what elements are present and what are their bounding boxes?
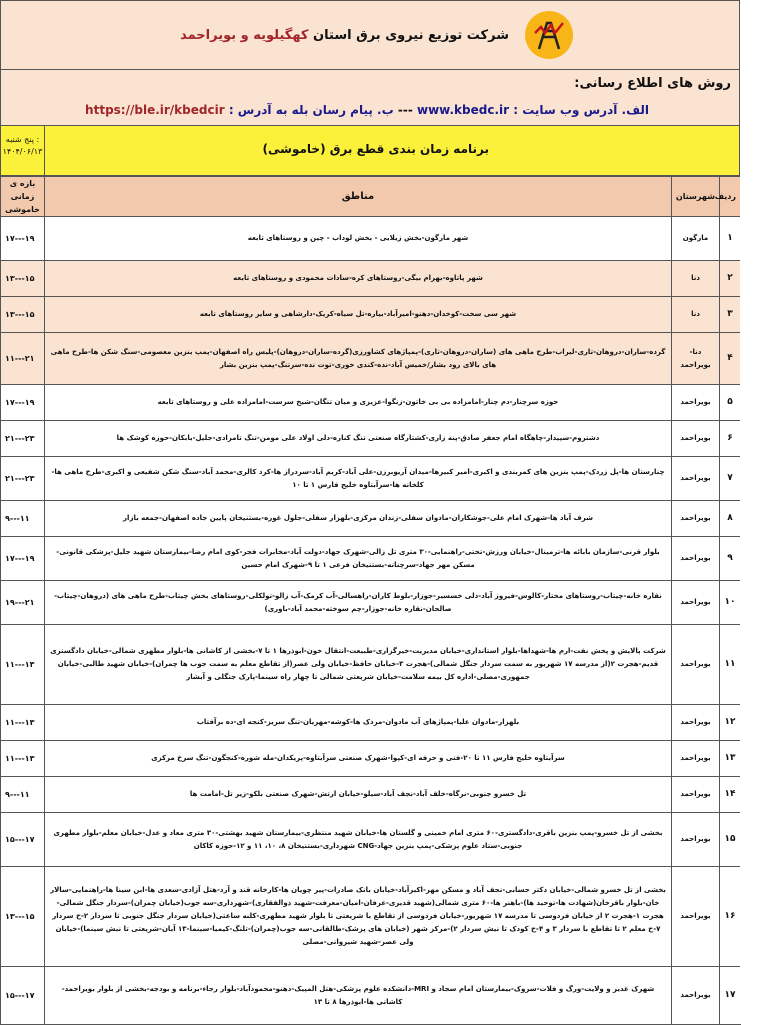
table-row — [1, 967, 741, 1025]
table-row — [1, 457, 741, 501]
table-row — [1, 421, 741, 457]
row-city: بویراحمد — [672, 813, 720, 867]
row-areas: شرکت پالایش و پخش نفت-ارم ها-شهداها-بلوار استانداری-خیابان مدیریت-خیرگزاری-طبیعت-انتقال خون-ابوذرها ۱ تا ۷-بخشی از کاشانی ها-بلوار مطهری شمالی-خیابان دادگستری قدیم-هجرت ۲(از مدرسه ۱۷ شهریور به سمت سردار جنگل شمالی)-هجرت ۳-خیابان حافظ-خیابان ولی عصر(از تقاطع معلم به سمت جوب ها چمران)-خیابان شهید طالبی-خیابان جمهوری-مصلی-اداره کل بیمه سلامت-خیابان شریعتی شمالی تا چهار راه سینما-پارک جنگلی و آبشار — [45, 625, 672, 705]
row-time: ۹---۱۱ — [1, 777, 45, 813]
website-label: الف. آدرس وب سایت : — [513, 103, 649, 117]
row-time: ۹---۱۱ — [1, 501, 45, 537]
row-index: ۸ — [720, 501, 741, 537]
row-areas: بلوار قرنی-سازمان بابائه ها-ترمینال-خیابان ورزش-تختی-راهنمایی-۳۰ متری تل زالی-شهرک جهاد-دولت آباد-مخابرات فجر-کوی امام رضا-بیمارستان شهید جلیل-پزشکی قانونی-مسکن مهر جهاد-سرچنانه-بستنیخان فرعی ۱ تا ۹-شهرک امام حسین — [45, 537, 672, 581]
table-header-row — [1, 177, 741, 217]
separator: --- — [397, 103, 413, 117]
row-city: بویراحمد — [672, 537, 720, 581]
row-areas: شهر سی سخت-کوخدان-دهنو-امیرآباد-بیاره-تل سیاه-کریک-دارشاهی و سایر روستاهای تابعه — [45, 297, 672, 333]
row-time: ۲۱---۲۳ — [1, 421, 45, 457]
table-row — [1, 501, 741, 537]
row-areas: شرف آباد ها-شهرک امام علی-جوشکاران-مادوان سفلی-زندان مرکزی-بلهزار سفلی-جلول غوره-بستنیخان پایین جاده اصفهان-جمعه بازار — [45, 501, 672, 537]
row-areas: شهرک غدیر و ولایت-ورگ و فلات-سروک-بیمارستان امام سجاد و MRI-دانشکده علوم پزشکی-هتل المپیک-دهنو-محمودآباد-بلوار رجاء-برنامه و بودجه-بخشی از بلوار بویراحمد-کاشانی ها-ابوذرها ۸ تا ۱۳ — [45, 967, 672, 1025]
schedule-table — [0, 176, 741, 1025]
table-row — [1, 813, 741, 867]
date-value: ۱۴۰۴/۰۶/۱۳ — [2, 147, 43, 156]
row-areas: سرآبتاوه خلیج فارس ۱۱ تا ۲۰-فنی و حرفه ای-کپوا-شهرک صنعتی سرآبتاوه-پریکدان-مله شوره-کنجگون-تنگ سرخ مرکزی — [45, 741, 672, 777]
table-row — [1, 297, 741, 333]
row-areas: شهر مارگون-بخش زیلایی - بخش لوداب - چین و روستاهای تابعه — [45, 217, 672, 261]
row-city: بویراحمد — [672, 385, 720, 421]
row-city: بویراحمد — [672, 705, 720, 741]
row-time: ۱۱---۲۱ — [1, 333, 45, 385]
row-time: ۱۱---۱۳ — [1, 741, 45, 777]
table-row — [1, 537, 741, 581]
company-title — [180, 28, 509, 43]
row-areas: گرده-ساران-دروهان-تاری-لیراب-طرح ماهی های (ساران-دروهان-تاری)-پمپاژهای کشاورزی(گرده-ساران-دروهان)-پلیس راه اصفهان-پمپ بنزین معصومی-سنگ شکن ها-طرح ماهی های بالای رود بشار/خمیس آباد-نده-کندی خوری-توت نده-سرتنگ-پمپ بنزین بشار — [45, 333, 672, 385]
table-row — [1, 867, 741, 967]
row-index: ۱۷ — [720, 967, 741, 1025]
table-row — [1, 333, 741, 385]
row-index: ۱۴ — [720, 777, 741, 813]
row-time: ۱۵---۱۷ — [1, 813, 45, 867]
table-row — [1, 261, 741, 297]
row-areas: بخشی از تل خسرو-پمپ بنزین باقری-دادگستری-۶۰ متری امام خمینی و گلستان ها-خیابان شهید منتظری-بیمارستان شهید بهشتی-۳۰ متری معاد و عدل-خیابان معلم-بلوار مطهری جنوبی-ستاد علوم پزشکی-پمپ بنزین جهاد-CNG شهرداری-بستنیخان ۸، ۱۰، ۱۱ و ۱۲-حوزه کاکان — [45, 813, 672, 867]
row-areas: حوزه سرچنار-دم چنار-امامزاده بی بی خاتون-زنگوا-عزیزی و میان تنگان-شیخ سرست-امامزاده علی و روستاهای تابعه — [45, 385, 672, 421]
row-time: ۱۳---۱۵ — [1, 261, 45, 297]
schedule-date — [1, 126, 45, 175]
row-city: بویراحمد — [672, 867, 720, 967]
row-index: ۱۱ — [720, 625, 741, 705]
company-name: شرکت توزیع نیروی برق استان — [313, 28, 509, 43]
row-index: ۷ — [720, 457, 741, 501]
row-city: دنا-بویراحمد — [672, 333, 720, 385]
header-areas: مناطق — [45, 177, 672, 217]
row-areas: شهر پاتاوه-بهرام بیگی-روستاهای کره-سادات محمودی و روستاهای تابعه — [45, 261, 672, 297]
row-index: ۱۵ — [720, 813, 741, 867]
table-row — [1, 705, 741, 741]
company-logo — [525, 11, 573, 59]
row-time: ۲۱---۲۳ — [1, 457, 45, 501]
methods-line — [85, 103, 649, 117]
bale-label: ب. پیام رسان بله به آدرس : — [228, 103, 394, 117]
row-time: ۱۵---۱۷ — [1, 967, 45, 1025]
province-name: کهگیلویه و بویراحمد — [180, 28, 309, 43]
row-areas: بلهزار-مادوان علیا-پمپاژهای آب مادوان-مردک ها-کوشه-مهریان-تنگ سریز-کنجه ای-ده برآفتاب — [45, 705, 672, 741]
row-index: ۱۰ — [720, 581, 741, 625]
row-time: ۱۱---۱۳ — [1, 625, 45, 705]
company-banner — [0, 0, 740, 70]
row-areas: تل خسرو جنوبی-نرگاه-خلف آباد-نجف آباد-سیلو-خیابان ارتش-شهرک صنعتی بلکو-زیر تل-امامت ها — [45, 777, 672, 813]
lightning-tower-icon — [525, 11, 573, 59]
row-index: ۱۳ — [720, 741, 741, 777]
bale-link[interactable]: https://ble.ir/kbedcir — [85, 103, 225, 117]
header-city: شهرستان — [672, 177, 720, 217]
methods-heading: روش های اطلاع رسانی: — [574, 76, 731, 91]
row-time: ۱۷---۱۹ — [1, 217, 45, 261]
right-margin — [740, 0, 759, 1024]
schedule-title: برنامه زمان بندی قطع برق (خاموشی) — [262, 142, 489, 156]
row-index: ۱ — [720, 217, 741, 261]
row-index: ۱۶ — [720, 867, 741, 967]
row-areas: دشتروم-سپیدار-چاهگاه امام جعفر صادق-پنه زاری-کشتارگاه صنعتی تنگ کناره-دلی اولاد علی مومن-تنگ تامرادی-جلیل-بابکان-حوزه کوشک ها — [45, 421, 672, 457]
table-row — [1, 625, 741, 705]
row-time: ۱۷---۱۹ — [1, 385, 45, 421]
table-row — [1, 385, 741, 421]
row-time: ۱۷---۱۹ — [1, 537, 45, 581]
row-time: ۱۳---۱۵ — [1, 297, 45, 333]
row-city: دنا — [672, 261, 720, 297]
row-areas: نقاره خانه-چیتاب-روستاهای مختار-کالوس-فیروز آباد-دلی خسسیر-جوزار-بلوط کاران-راهسالی-آب کرمک-آب زالو-تولکلی-روستاهای بخش چیتاب-طرح ماهی های (دروهان-چیتاب-صالحان-نقاره خانه-جوزار-چم سوخته-محمد آباد-باوری) — [45, 581, 672, 625]
row-city: بویراحمد — [672, 581, 720, 625]
date-day: پنج شنبه : — [5, 135, 40, 144]
header-time: بازه ی زمانی خاموشی — [1, 177, 45, 217]
website-link[interactable]: www.kbedc.ir — [417, 103, 510, 117]
row-city: بویراحمد — [672, 501, 720, 537]
row-time: ۱۱---۱۳ — [1, 705, 45, 741]
row-city: بویراحمد — [672, 777, 720, 813]
row-city: بویراحمد — [672, 457, 720, 501]
row-index: ۴ — [720, 333, 741, 385]
row-city: بویراحمد — [672, 625, 720, 705]
row-index: ۱۲ — [720, 705, 741, 741]
row-index: ۳ — [720, 297, 741, 333]
row-city: بویراحمد — [672, 741, 720, 777]
row-areas: چنارستان ها-پل زردک-پمپ بنزین های کمربندی و اکبری-امیر کبیرها-میدان آریوبرزن-علی آباد-کریم آباد-سردراز ها-کرد کالری-محمد آباد-سنگ شکن شفیعی و اکبری-طرح ماهی ها-کلخانه ها-سرآبتاوه خلیج فارس ۱ تا ۱۰ — [45, 457, 672, 501]
row-index: ۲ — [720, 261, 741, 297]
notification-methods — [0, 70, 740, 126]
row-index: ۶ — [720, 421, 741, 457]
row-index: ۵ — [720, 385, 741, 421]
table-body — [1, 217, 741, 1025]
row-city: مارگون — [672, 217, 720, 261]
row-time: ۱۳---۱۵ — [1, 867, 45, 967]
row-areas: بخشی از تل خسرو شمالی-خیابان دکتر حسابی-نجف آباد و مسکن مهر-اکبرآباد-خیابان بانک صادرات-پیر چویان ها-کارخانه قند و آرد-هتل آزادی-سعدی ها-ابن سینا ها-راهنمایی-سالار خان-بلوار باقرخان(شهادت ها-توحید ها)-باهنر ها-۶۰ متری شمالی(شهید قدیری-عرفان-امیان-معرفت-شهید ذوالفقاری)-شهرداری-سه جوب(خیابان چمران)-سردار جنگل شمالی-هجرت ۱-هجرت ۲ از خیابان فردوسی تا مدرسه ۱۷ شهریور-خیابان فردوسی از تقاطع با شریعتی تا بلوار شهید مطهری-کلنه ساعتی(خیابان سردار جنگل جنوبی تا سردار ۲-ح سردار ۷-ح معلم ۲ تا تقاطع با سردار ۳ و ۴-ح کودک تا نیش سردار ۲)-مرکز شهر (خیابان های پزشک-طالقانی-سه جوب(چمران)-تلنگ-کیمیا-سینما-۱۳ آبان-شریعتی تا نبش سینما)-خیابان ولی عصر-شهید شیروانی-مصلی — [45, 867, 672, 967]
schedule-header — [0, 126, 740, 176]
row-time: ۱۹---۲۱ — [1, 581, 45, 625]
table-row — [1, 217, 741, 261]
table-row — [1, 741, 741, 777]
table-row — [1, 777, 741, 813]
row-city: بویراحمد — [672, 967, 720, 1025]
row-index: ۹ — [720, 537, 741, 581]
table-row — [1, 581, 741, 625]
row-city: دنا — [672, 297, 720, 333]
row-city: بویراحمد — [672, 421, 720, 457]
header-index: ردیف — [720, 177, 741, 217]
